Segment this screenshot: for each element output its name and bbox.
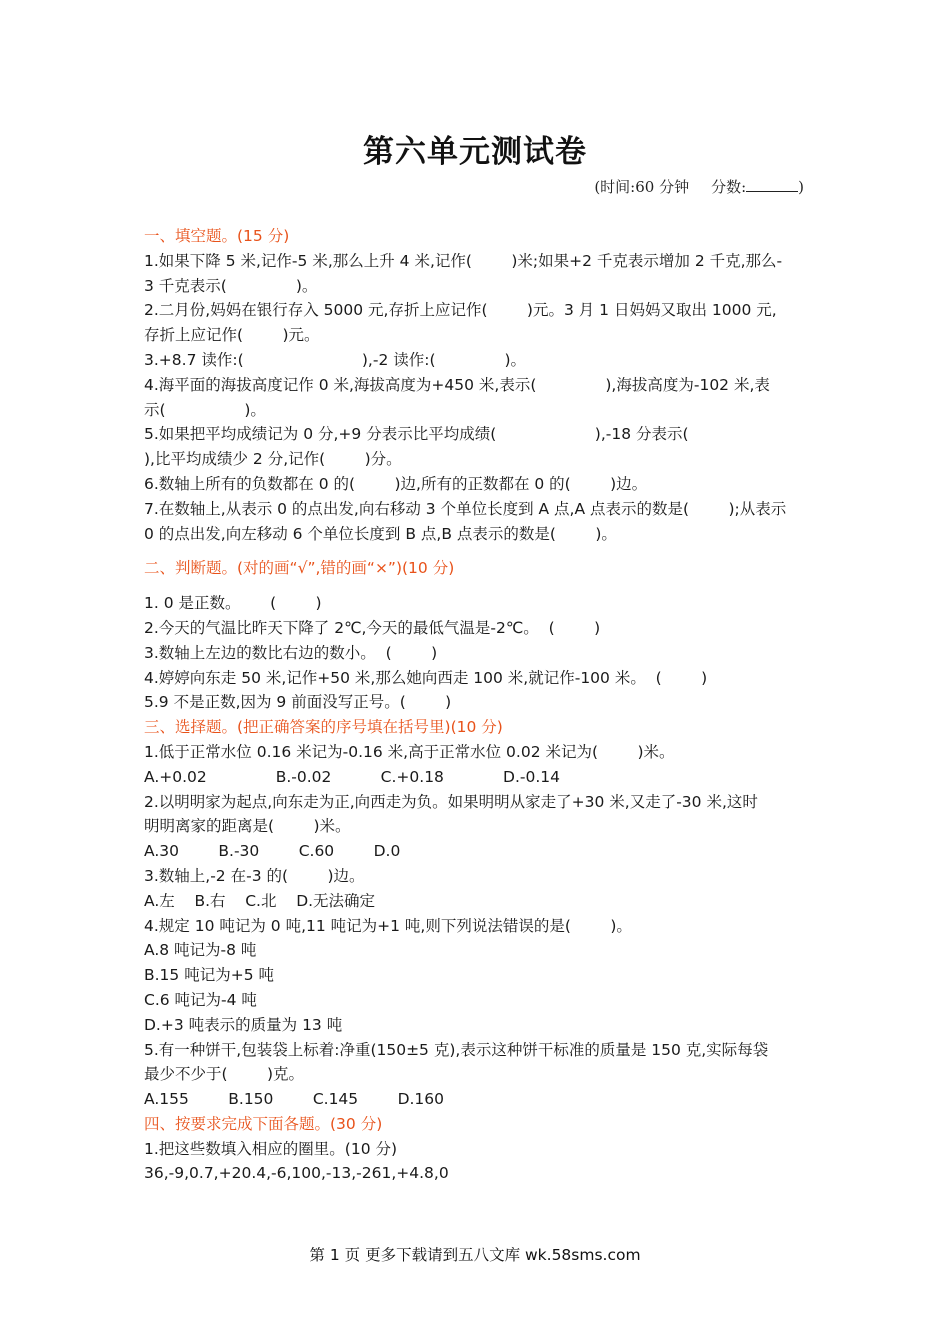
question-line: A.左 B.右 C.北 D.无法确定 [144, 891, 376, 910]
question-line: 36,-9,0.7,+20.4,-6,100,-13,-261,+4.8,0 [144, 1164, 449, 1183]
question-line: A.30 B.-30 C.60 D.0 [144, 842, 401, 861]
time-score-line [594, 176, 804, 197]
question-line: 3 千克表示( )。 [144, 276, 318, 295]
question-line: D.+3 吨表示的质量为 13 吨 [144, 1015, 343, 1034]
spacer [144, 546, 810, 556]
section-heading: 四、按要求完成下面各题。(30 分) [144, 1114, 383, 1133]
question-line: 示( )。 [144, 400, 266, 419]
question-line: 最少不少于( )克。 [144, 1065, 305, 1084]
question-line: 5.如果把平均成绩记为 0 分,+9 分表示比平均成绩( ),-18 分表示( [144, 425, 689, 444]
section-heading: 三、选择题。(把正确答案的序号填在括号里)(10 分) [144, 718, 503, 737]
question-line: A.+0.02 B.-0.02 C.+0.18 D.-0.14 [144, 767, 561, 786]
question-line: 4.婷婷向东走 50 米,记作+50 米,那么她向西走 100 米,就记作-100 米。 ( ) [144, 668, 708, 687]
score-label: 分数: [711, 178, 747, 196]
question-line: 3.数轴上,-2 在-3 的( )边。 [144, 866, 365, 885]
question-line: 1.把这些数填入相应的圈里。(10 分) [144, 1139, 398, 1158]
question-line: 2.以明明家为起点,向东走为正,向西走为负。如果明明从家走了+30 米,又走了-30 米,这时 [144, 792, 758, 811]
question-line: A.8 吨记为-8 吨 [144, 941, 257, 960]
question-line: 存折上应记作( )元。 [144, 326, 320, 345]
question-line: 6.数轴上所有的负数都在 0 的( )边,所有的正数都在 0 的( )边。 [144, 474, 648, 493]
question-line: 0 的点出发,向左移动 6 个单位长度到 B 点,B 点表示的数是( )。 [144, 524, 617, 543]
section-heading: 一、填空题。(15 分) [144, 227, 290, 245]
question-line: 4.规定 10 吨记为 0 吨,11 吨记为+1 吨,则下列说法错误的是( )。 [144, 916, 632, 935]
question-line: 1. 0 是正数。 ( ) [144, 594, 322, 613]
question-line: 2.今天的气温比昨天下降了 2℃,今天的最低气温是-2℃。 ( ) [144, 618, 601, 637]
question-line: 7.在数轴上,从表示 0 的点出发,向右移动 3 个单位长度到 A 点,A 点表示的数是( );从表示 [144, 499, 787, 518]
score-close: ) [798, 178, 804, 196]
question-line: ),比平均成绩少 2 分,记作( )分。 [144, 450, 402, 469]
question-line: B.15 吨记为+5 吨 [144, 966, 274, 985]
question-line: 1.低于正常水位 0.16 米记为-0.16 米,高于正常水位 0.02 米记为( )米。 [144, 742, 675, 761]
question-line: 2.二月份,妈妈在银行存入 5000 元,存折上应记作( )元。3 月 1 日妈妈又取出 1000 元, [144, 301, 777, 320]
question-line: 3.+8.7 读作:( ),-2 读作:( )。 [144, 350, 527, 369]
time-label: (时间:60 分钟 [594, 178, 690, 196]
spacer [144, 581, 810, 591]
question-line: 3.数轴上左边的数比右边的数小。 ( ) [144, 643, 438, 662]
section-heading: 二、判断题。(对的画“√”,错的画“×”)(10 分) [144, 559, 455, 578]
question-line: 5.有一种饼干,包装袋上标着:净重(150±5 克),表示这种饼干标准的质量是 150 克,实际每袋 [144, 1040, 769, 1059]
page-footer: 第 1 页 更多下载请到五八文库 wk.58sms.com [309, 1246, 641, 1264]
exam-content [144, 224, 810, 1186]
score-blank [746, 177, 798, 192]
question-line: 4.海平面的海拔高度记作 0 米,海拔高度为+450 米,表示( ),海拔高度为-102 米,表 [144, 375, 770, 394]
question-line: 1.如果下降 5 米,记作-5 米,那么上升 4 米,记作( )米;如果+2 千克表示增加 2 千克,那么- [144, 251, 783, 270]
question-line: 明明离家的距离是( )米。 [144, 817, 351, 836]
document-title: 第六单元测试卷 [363, 134, 587, 170]
question-line: C.6 吨记为-4 吨 [144, 990, 257, 1009]
question-line: 5.9 不是正数,因为 9 前面没写正号。( ) [144, 693, 452, 712]
question-line: A.155 B.150 C.145 D.160 [144, 1090, 445, 1109]
